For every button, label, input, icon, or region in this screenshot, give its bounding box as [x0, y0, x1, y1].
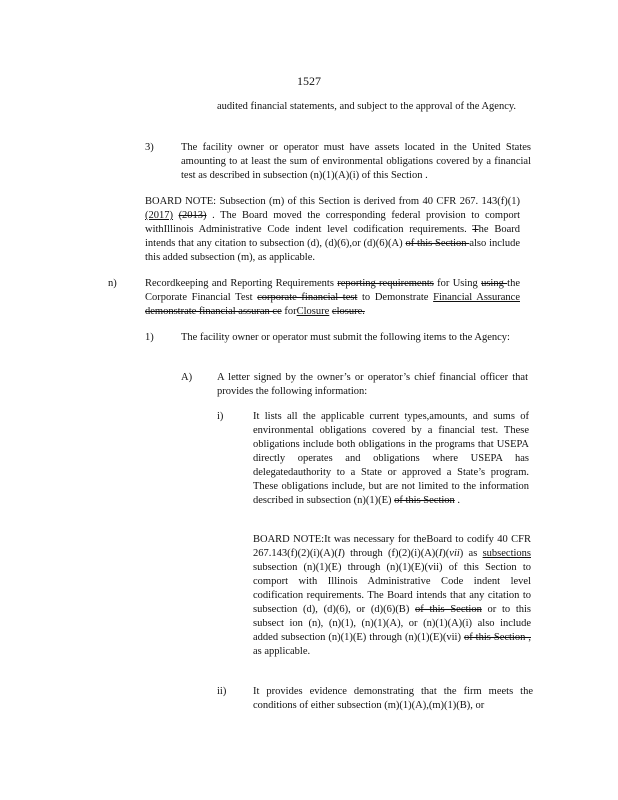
subsection-n-heading — [145, 277, 520, 319]
note2-deleted-1: of this Section — [415, 604, 482, 615]
item-1-label: 1) — [145, 332, 154, 343]
note2-text-d: subsection (n)(1)(E) through (n)(1)(E)(vii) of this Section to comport with Illinois Administrative Code indent level codification requirements. The Board intends that any citation to subsection (d), (d)(6), or (d)(6)(B) — [253, 562, 531, 615]
note1-text-d: also include this added subsection (m), as applicable. — [145, 238, 520, 263]
item-ii-text: It provides evidence demonstrating that the firm meets the conditions of either subsection (m)(1)(A),(m)(1)(B), or — [253, 686, 533, 711]
n-deleted-2: using — [481, 278, 508, 289]
note2-deleted-2: of this Section , — [463, 632, 531, 643]
note2-text-b: ) through (f)(2)(i)(A)( — [341, 548, 439, 559]
board-note-2: BOARD NOTE:It was necessary for theBoard to codify 40 CFR 267.143(f)(2)(i)(A)(I) through (f)(2)(i)(A)(I)(vii) as subsections subsection (n)(1)(E) through (n)(1)(E)(vii) of this Section to comport with Illinois Administrative Code indent level codification requirements. The Board intends that any citation to subsection (d), (d)(6), or (d)(6)(B) of this Section or to this subsect ion (n), (n)(1), (n)(1)(A), or (n)(1)(A)(i) also include added subsection (n)(1)(E) through (n)(1)(E)(vii) of this Section , as applicable. — [253, 534, 531, 657]
note2-text-c: ) as — [459, 548, 483, 559]
note1-deleted-phrase: of this Section — [405, 238, 470, 249]
board-note-1 — [145, 195, 520, 265]
i-deleted-1: of this Section — [394, 495, 455, 506]
item-3-label: 3) — [145, 142, 154, 153]
item-1-text: The facility owner or operator must submit the following items to the Agency: — [181, 332, 510, 343]
note1-deleted-year: (2013) — [178, 210, 207, 221]
item-3-text: The facility owner or operator must have assets located in the United States amounting to at least the sum of environmental obligations covered by a financial test as described in subsection (n)(1)(A)(i) of this Section . — [181, 142, 531, 181]
note1-text-b: . The Board moved the corresponding federal provision to comport withIllinois Administrative Code indent level codification requirements. — [145, 210, 520, 235]
note1-deleted-letter: T — [472, 224, 479, 235]
note2-roman-2: I — [438, 548, 443, 559]
n-text-a: Recordkeeping and Reporting Requirements — [145, 278, 338, 289]
n-inserted-1: Financial Assurance — [433, 292, 520, 303]
n-inserted-2: Closure — [296, 306, 330, 317]
n-text-d: to Demonstrate — [357, 292, 434, 303]
note1-text-a: BOARD NOTE: Subsection (m) of this Section is derived from 40 CFR 267. 143(f)(1) — [145, 196, 520, 207]
n-text-b: for Using — [433, 278, 482, 289]
i-text-a: It lists all the applicable current types,amounts, and sums of environmental obligations covered by a financial test. These obligations include both obligations in the programs that USEPA directly operates and obligations where USEPA has delegatedauthority to a State or approved a State’s program. These obligations include, but are not limited to the information described in subsection (n)(1)(E) — [253, 411, 529, 506]
note2-text-e: or to this subsect ion (n), (n)(1), (n)(1)(A), or (n)(1)(A)(i) also include added subsection (n)(1)(E) through (n)(1)(E)(vii) — [253, 604, 531, 643]
note1-text-c: he Board intends that any citation to subsection (d), (d)(6),or (d)(6)(A) — [145, 224, 520, 249]
i-text-b: . — [454, 495, 461, 506]
note1-inserted-year: (2017) — [145, 210, 173, 221]
item-A-label: A) — [181, 372, 193, 383]
n-deleted-1: reporting requirements — [337, 278, 434, 289]
n-text-for: for — [281, 306, 297, 317]
n-deleted-5: closure. — [331, 306, 365, 317]
subsection-n-label: n) — [108, 278, 117, 289]
note2-inserted-1: subsections — [482, 548, 531, 559]
note2-text-a: BOARD NOTE:It was necessary for theBoard to codify 40 CFR 267.143(f)(2)(i)(A)( — [253, 534, 531, 559]
n-deleted-3: corporate financial test — [257, 292, 358, 303]
item-i-text — [253, 410, 529, 508]
n-text-c: the Corporate Financial Test — [145, 278, 520, 303]
continuation-paragraph: audited financial statements, and subject to the approval of the Agency. — [217, 101, 517, 112]
item-i-label: i) — [217, 411, 224, 422]
note2-roman-1: I — [337, 548, 342, 559]
item-A-text: A letter signed by the owner’s or operator’s chief financial officer that provides the following information: — [217, 372, 528, 397]
note2-roman-3: vii — [449, 548, 460, 559]
note2-text-f: as applicable. — [253, 646, 311, 657]
item-ii-label: ii) — [217, 686, 227, 697]
n-deleted-4: demonstrate financial assuran ce — [145, 306, 282, 317]
page-number: 1527 — [297, 74, 321, 88]
